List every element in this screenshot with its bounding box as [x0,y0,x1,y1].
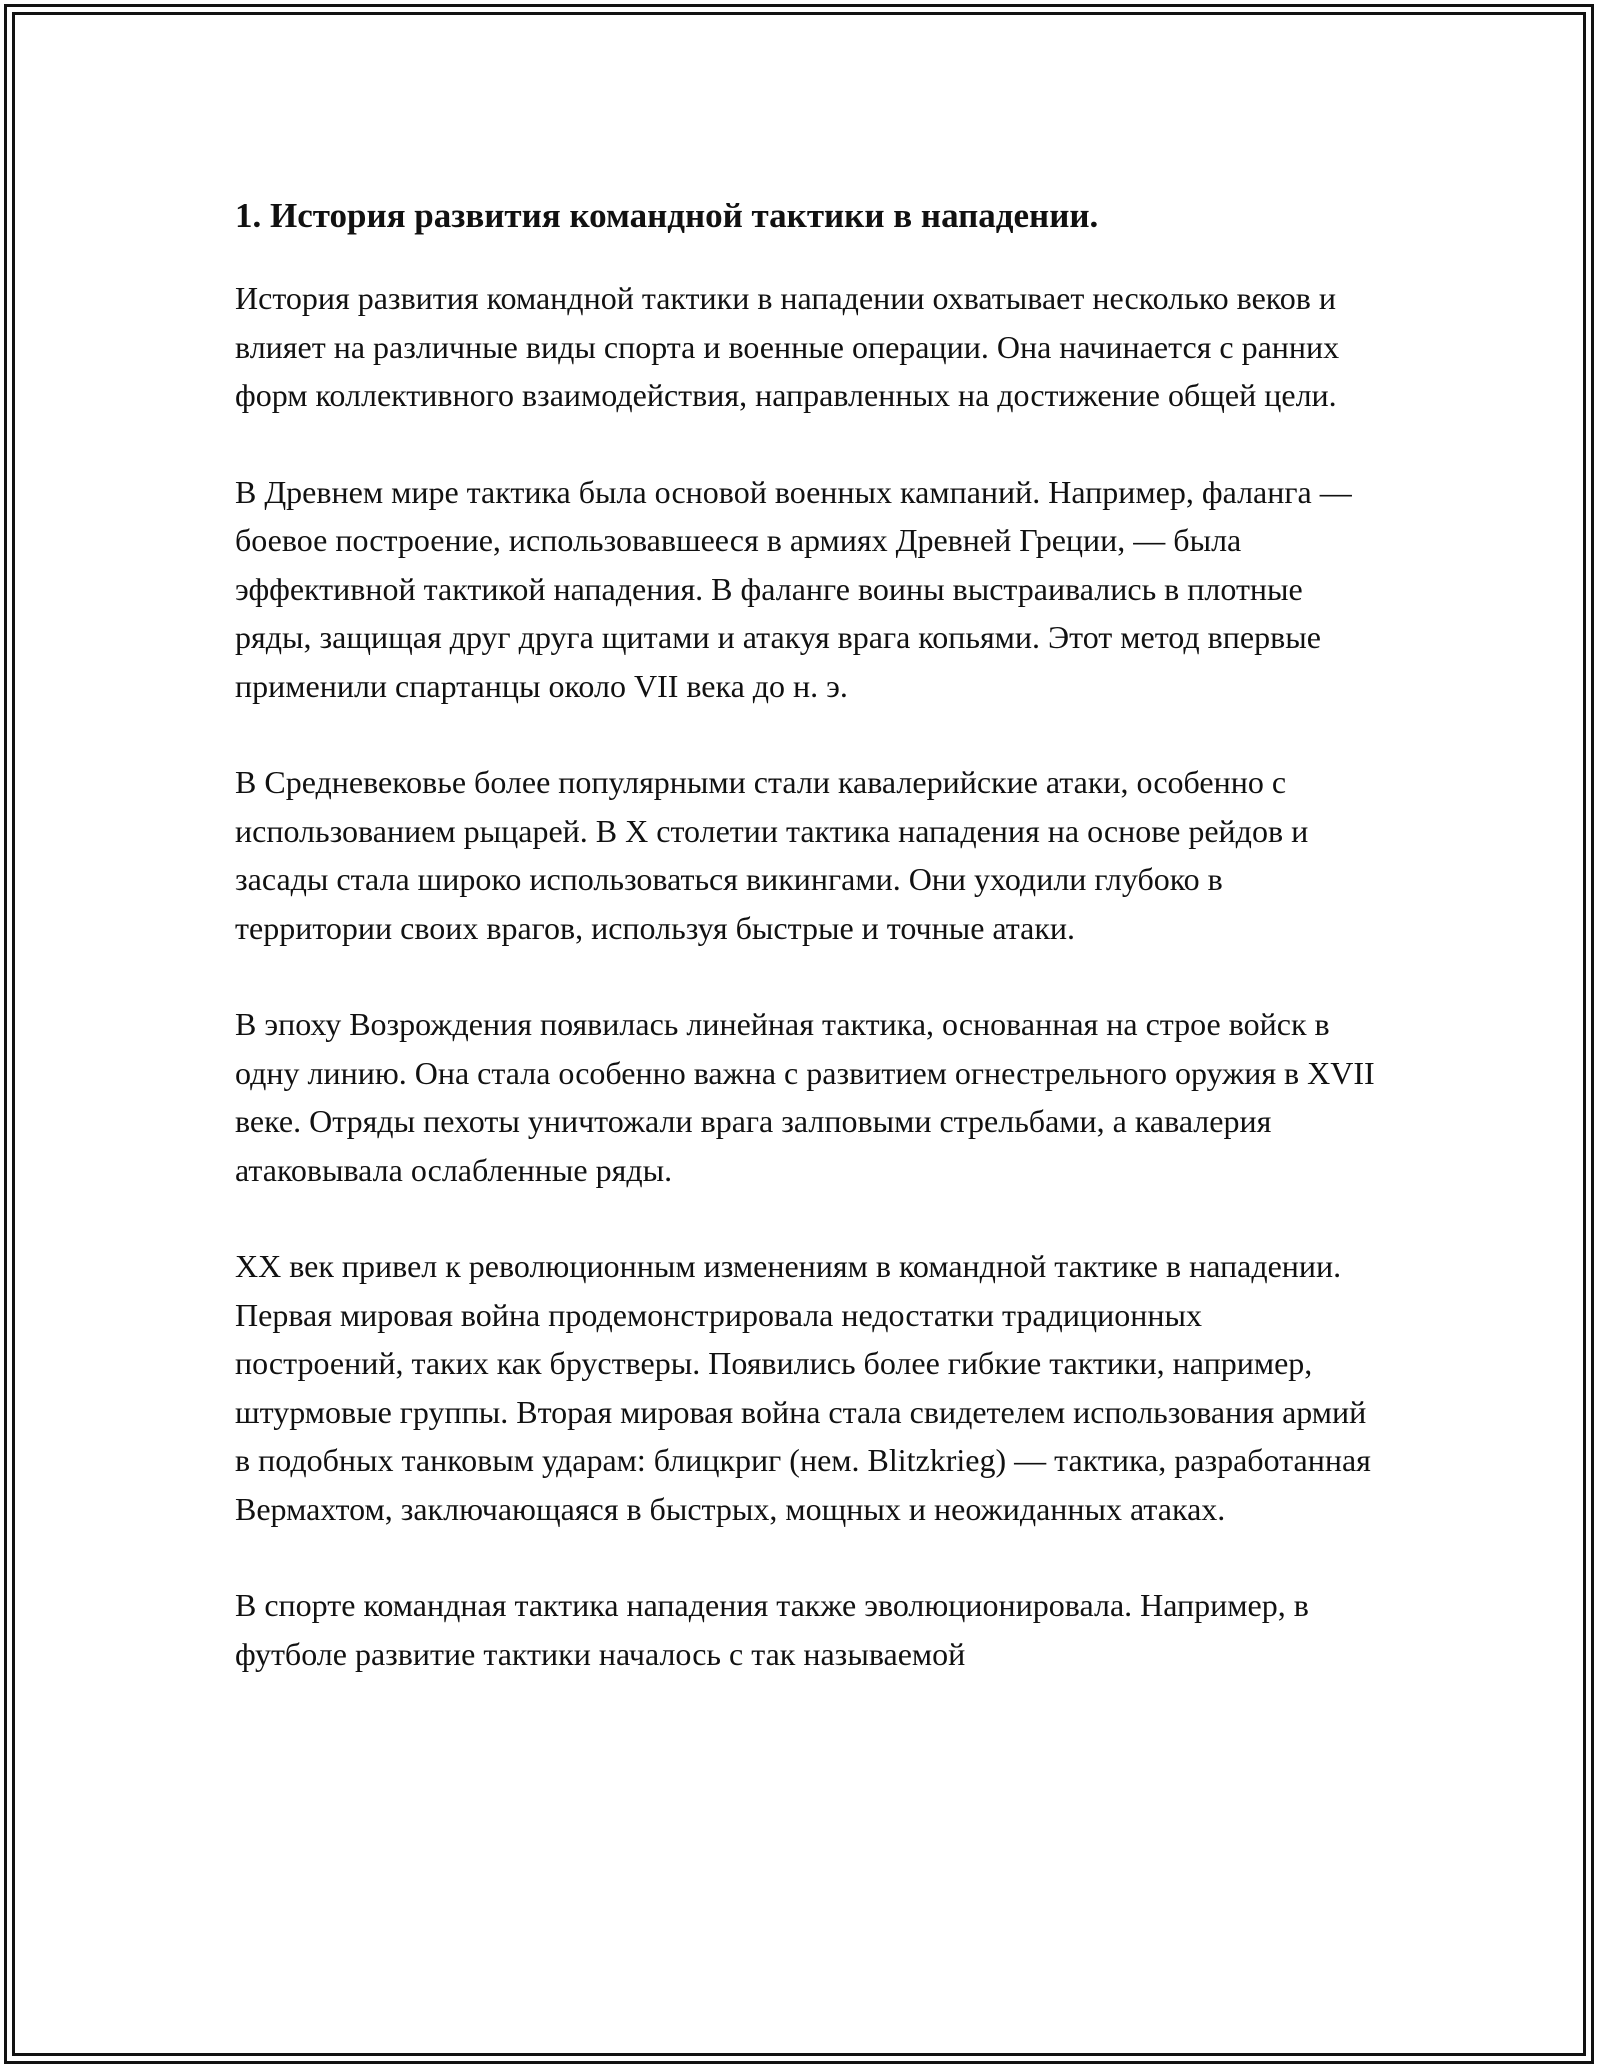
paragraph-ancient-world: В Древнем мире тактика была основой военных кампаний. Например, фаланга — боевое построение, использовавшееся в армиях Древней Греции, — была эффективной тактикой нападения. В фаланге воины выстраивались в плотные ряды, защищая друг друга щитами и атакуя врага копьями. Этот метод впервые применили спартанцы около VII века до н. э. [235,473,1352,704]
paragraph-renaissance: В эпоху Возрождения появилась линейная тактика, основанная на строе войск в одну линию. Она стала особенно важна с развитием огнестрельного оружия в XVII веке. Отряды пехоты уничтожали врага залповыми стрельбами, а кавалерия атаковывала ослабленные ряды. [235,1006,1375,1188]
paragraph-middle-ages: В Средневековье более популярными стали кавалерийские атаки, особенно с использованием рыцарей. В X столетии тактика нападения на основе рейдов и засады стала широко использоваться викингами. Они уходили глубоко в территории своих врагов, используя быстрые и точные атаки. [235,764,1309,946]
paragraph-sport: В спорте командная тактика нападения также эволюционировала. Например, в футболе развитие тактики началось с так называемой [235,1587,1309,1672]
document-body [235,186,1375,1678]
paragraph-intro: История развития командной тактики в нападении охватывает несколько веков и влияет на различные виды спорта и военные операции. Она начинается с ранних форм коллективного взаимодействия, направленных на достижение общей цели. [235,280,1340,413]
paragraph-20th-century: XX век привел к революционным изменениям в командной тактике в нападении. Первая мировая война продемонстрировала недостатки традиционных построений, таких как брустверы. Появились более гибкие тактики, например, штурмовые группы. Вторая мировая война стала свидетелем использования армий в подобных танковым ударам: блицкриг (нем. Blitzkrieg) — тактика, разработанная Вермахтом, заключающаяся в быстрых, мощных и неожиданных атаках. [235,1248,1371,1527]
section-heading: 1. История развития командной тактики в нападении. [235,196,1099,235]
